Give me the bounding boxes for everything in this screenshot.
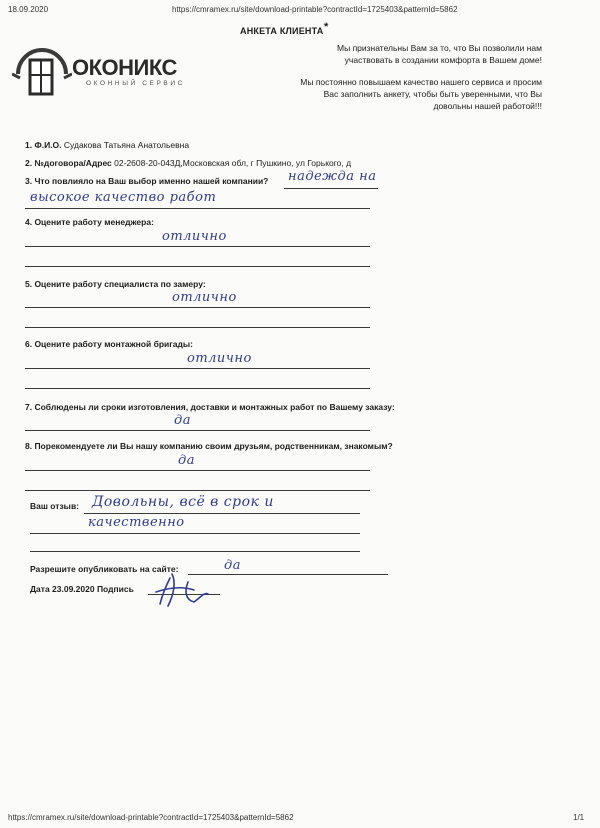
review-answer-2: качественно	[88, 515, 185, 530]
logo-name: ОКОНИКС	[72, 55, 177, 80]
publish-answer: да	[224, 558, 241, 573]
q6-answer-line-2	[25, 388, 370, 389]
q8-answer-line-2	[25, 490, 370, 491]
publish-label: Разрешите опубликовать на сайте:	[30, 564, 179, 574]
logo-window-icon	[12, 44, 72, 104]
question-6: 6. Оцените работу монтажной бригады:	[25, 339, 193, 349]
q5-answer-line-2	[25, 327, 370, 328]
q7-answer-line	[25, 430, 370, 431]
q4-answer-line-1	[25, 246, 370, 247]
handwritten-signature	[148, 568, 218, 612]
q3-answer-1: надежда на	[288, 169, 377, 184]
fio-label: 1. Ф.И.О.	[25, 140, 62, 150]
q8-answer-line-1	[25, 470, 370, 471]
publish-line	[188, 574, 388, 575]
q4-answer: отлично	[162, 229, 227, 244]
review-label: Ваш отзыв:	[30, 501, 79, 511]
print-url-footer: https://cmramex.ru/site/download-printable?contractId=1725403&patternId=5862	[8, 813, 294, 822]
print-date: 18.09.2020	[8, 5, 49, 14]
q3-answer-line-2	[25, 208, 370, 209]
print-url-header: https://cmramex.ru/site/download-printable?contractId=1725403&patternId=5862	[172, 5, 458, 14]
form-title: АНКЕТА КЛИЕНТА	[240, 26, 324, 36]
contract-value: 02-2608-20-043Д,Московская обл, г Пушкино, ул Горького, д	[114, 158, 352, 168]
review-line-1	[84, 513, 360, 514]
intro-request: Мы постоянно повышаем качество нашего сервиса и просим Вас заполнить анкету, чтобы быть уверенными, что Вы довольны нашей работой!!!	[300, 77, 542, 111]
page-number: 1/1	[573, 813, 585, 822]
q7-answer: да	[174, 413, 191, 428]
q5-answer: отлично	[172, 290, 237, 305]
fio-value: Судакова Татьяна Анатольевна	[63, 140, 190, 150]
fio-field	[25, 140, 189, 150]
question-5: 5. Оцените работу специалиста по замеру:	[25, 279, 206, 289]
logo-subtitle: ОКОННЫЙ СЕРВИС	[86, 80, 185, 87]
question-8: 8. Порекомендуете ли Вы нашу компанию своим друзьям, родственникам, знакомым?	[25, 441, 393, 451]
contract-field	[25, 158, 351, 168]
review-answer-1: Довольны, всё в срок и	[92, 494, 274, 510]
question-4: 4. Оцените работу менеджера:	[25, 217, 154, 227]
review-line-2	[30, 533, 360, 534]
contract-label: 2. №договора/Адрес	[25, 158, 112, 168]
q5-answer-line-1	[25, 307, 370, 308]
date-signature-label: Дата 23.09.2020 Подпись	[30, 584, 134, 594]
intro-thanks: Мы признательны Вам за то, что Вы позволили нам участвовать в создании комфорта в Вашем доме!	[337, 43, 542, 65]
q3-answer-line-1	[284, 188, 378, 189]
title-mark: *	[324, 21, 329, 33]
q3-answer-2: высокое качество работ	[30, 190, 217, 205]
review-line-3	[30, 551, 360, 552]
q6-answer-line-1	[25, 368, 370, 369]
q8-answer: да	[178, 453, 195, 468]
q6-answer: отлично	[187, 351, 252, 366]
question-7: 7. Соблюдены ли сроки изготовления, доставки и монтажных работ по Вашему заказу:	[25, 402, 395, 412]
question-3: 3. Что повлияло на Ваш выбор именно нашей компании?	[25, 176, 269, 186]
q4-answer-line-2	[25, 266, 370, 267]
